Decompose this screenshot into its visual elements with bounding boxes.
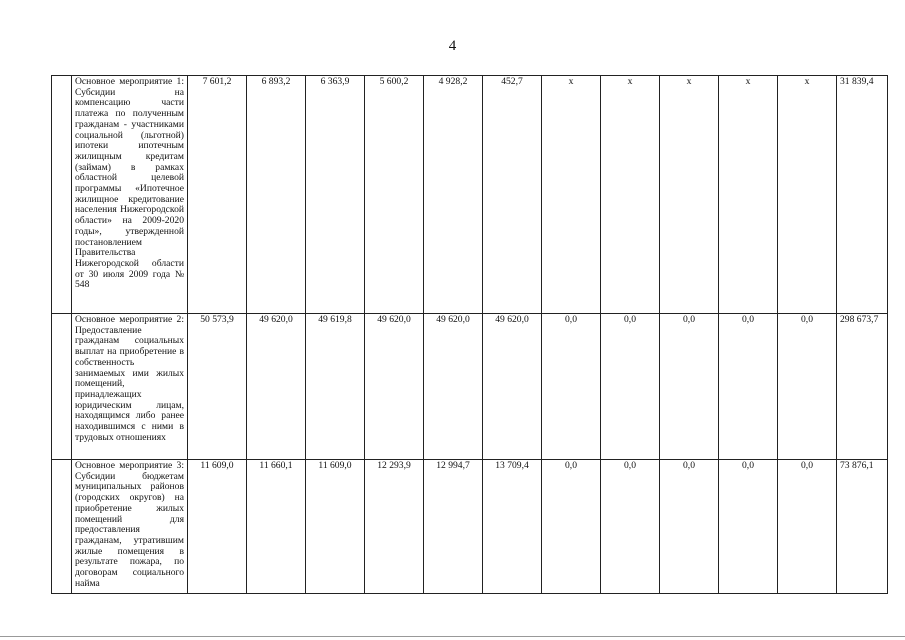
index-cell [52, 460, 72, 594]
value-cell: 12 994,7 [424, 460, 483, 594]
value-cell: 12 293,9 [365, 460, 424, 594]
value-cell: 0,0 [719, 460, 778, 594]
table-row [52, 76, 888, 314]
value-cell: 49 619,8 [306, 314, 365, 460]
value-cell: 49 620,0 [365, 314, 424, 460]
value-cell: 6 893,2 [247, 76, 306, 314]
value-cell: 452,7 [483, 76, 542, 314]
activity-description: Основное мероприятие 1: Субсидии на компенсацию части платежа по полученным гражданам - участниками социальной (льготной) ипотеки ипотечным жилищным кредитам (займам) в рамках областной целевой программы «Ипотечное жилищное кредитование населения Нижегородской области» на 2009-2020 годы», утвержденной постановлением Правительства Нижегородской области от 30 июля 2009 года № 548 [72, 76, 188, 314]
activity-description: Основное мероприятие 3: Субсидии бюджетам муниципальных районов (городских округов) на приобретение жилых помещений для предоставления гражданам, утратившим жилые помещения в результате пожара, по договорам социального найма [72, 460, 188, 594]
value-cell: 0,0 [719, 314, 778, 460]
total-cell: 73 876,1 [837, 460, 888, 594]
value-cell: x [601, 76, 660, 314]
index-cell [52, 314, 72, 460]
value-cell: 5 600,2 [365, 76, 424, 314]
value-cell: 49 620,0 [483, 314, 542, 460]
value-cell: 49 620,0 [247, 314, 306, 460]
value-cell: 11 660,1 [247, 460, 306, 594]
value-cell: 11 609,0 [188, 460, 247, 594]
value-cell: 0,0 [778, 460, 837, 594]
value-cell: 0,0 [601, 314, 660, 460]
bottom-divider [0, 636, 905, 637]
index-cell [52, 76, 72, 314]
value-cell: 0,0 [660, 314, 719, 460]
table-row [52, 314, 888, 460]
value-cell: x [719, 76, 778, 314]
total-cell: 31 839,4 [837, 76, 888, 314]
value-cell: 11 609,0 [306, 460, 365, 594]
value-cell: 0,0 [601, 460, 660, 594]
value-cell: 6 363,9 [306, 76, 365, 314]
funding-table [51, 75, 888, 594]
value-cell: 0,0 [660, 460, 719, 594]
value-cell: x [542, 76, 601, 314]
value-cell: 0,0 [542, 314, 601, 460]
value-cell: 0,0 [542, 460, 601, 594]
value-cell: 50 573,9 [188, 314, 247, 460]
value-cell: 0,0 [778, 314, 837, 460]
activity-description: Основное мероприятие 2: Предоставление гражданам социальных выплат на приобретение в собственность занимаемых ими жилых помещений, принадлежащих юридическим лицам, находящимся либо ранее находившимся с ними в трудовых отношениях [72, 314, 188, 460]
value-cell: x [778, 76, 837, 314]
value-cell: 7 601,2 [188, 76, 247, 314]
value-cell: 13 709,4 [483, 460, 542, 594]
total-cell: 298 673,7 [837, 314, 888, 460]
value-cell: 4 928,2 [424, 76, 483, 314]
value-cell: 49 620,0 [424, 314, 483, 460]
value-cell: x [660, 76, 719, 314]
table-row [52, 460, 888, 594]
page-number: 4 [448, 38, 457, 54]
